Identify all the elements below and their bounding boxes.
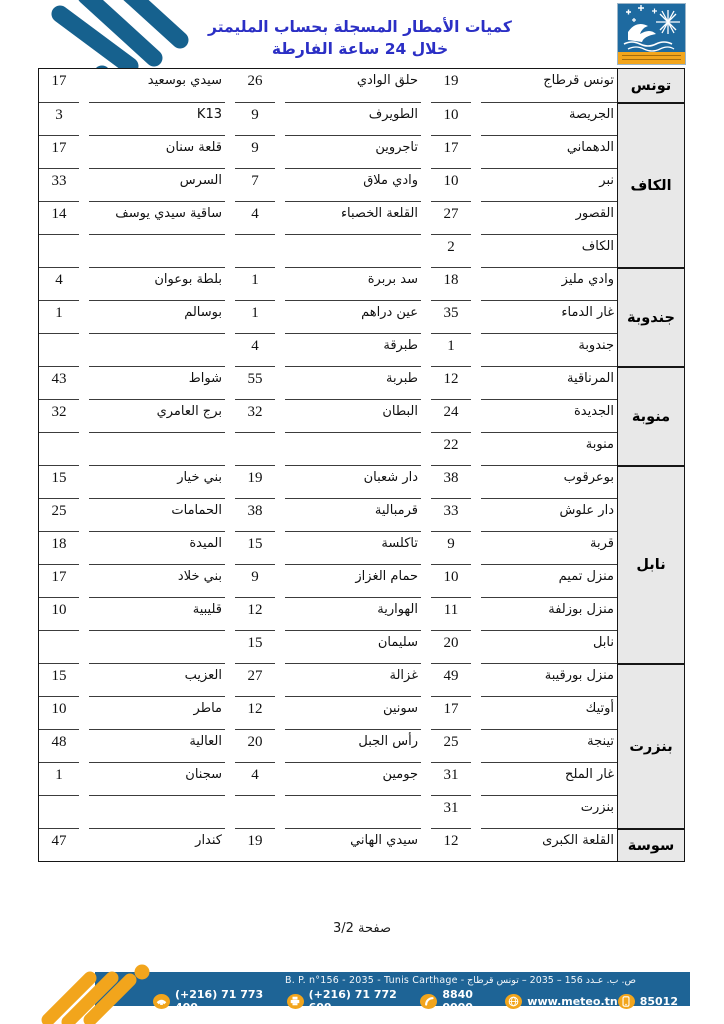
station-name: الجريصة: [481, 102, 617, 135]
station-name: طبربة: [285, 366, 421, 399]
rain-value: 17: [39, 135, 79, 168]
rain-value: 1: [235, 300, 275, 333]
rain-value: 2: [431, 234, 471, 267]
rain-value: 26: [247, 73, 263, 89]
rain-value: 12: [235, 696, 275, 729]
rain-value: 25: [39, 498, 79, 531]
rain-value: 15: [39, 663, 79, 696]
rain-value: 4: [39, 267, 79, 300]
rain-value: 49: [431, 663, 471, 696]
rain-value: 38: [431, 465, 471, 498]
station-name: نبر: [481, 168, 617, 201]
rain-value: 1: [39, 762, 79, 795]
rain-value: 11: [431, 597, 471, 630]
rain-value: 48: [39, 729, 79, 762]
station-name: بني خيار: [89, 465, 225, 498]
rain-value: 7: [235, 168, 275, 201]
rain-value: 17: [431, 135, 471, 168]
contact-item: [618, 994, 678, 1009]
station-name: القلعة الخصباء: [285, 201, 421, 234]
data-grid: [39, 69, 617, 861]
rain-value: 9: [235, 102, 275, 135]
station-name: بوسالم: [89, 300, 225, 333]
station-name: بلطة بوعوان: [89, 267, 225, 300]
footer-bar: [95, 972, 690, 1014]
rain-value: 31: [431, 795, 471, 828]
rain-value: 24: [431, 399, 471, 432]
rain-value: 35: [431, 300, 471, 333]
station-name: تينجة: [481, 729, 617, 762]
rain-value: 27: [431, 201, 471, 234]
contact-item: [420, 988, 505, 1014]
station-name: بنزرت: [481, 795, 617, 828]
mobile-icon: [618, 994, 635, 1009]
station-name: أوتيك: [481, 696, 617, 729]
station-name: [89, 795, 225, 828]
station-name: [89, 333, 225, 366]
station-name: حمام الغزاز: [285, 564, 421, 597]
rain-value: 4: [235, 333, 275, 366]
rain-value: 18: [431, 267, 471, 300]
station-name: ساقية سيدي يوسف: [89, 201, 225, 234]
rain-value: 12: [431, 366, 471, 399]
footer-contacts: [95, 986, 690, 1014]
rain-value: 15: [39, 465, 79, 498]
rain-value: 19: [443, 73, 459, 89]
rain-value: [235, 795, 275, 828]
region-label: الكاف: [618, 102, 684, 267]
rain-value: 19: [235, 465, 275, 498]
title-line-1: كميات الأمطار المسجلة بحساب المليمتر: [208, 18, 512, 36]
station-name: سيدي الهاني: [285, 828, 421, 861]
station-name: البطان: [285, 399, 421, 432]
station-name: سيدي بوسعيد: [147, 73, 222, 88]
contact-item: [287, 988, 421, 1014]
rainfall-table: [38, 68, 685, 862]
station-name: غزالة: [285, 663, 421, 696]
rain-value: 27: [235, 663, 275, 696]
station-name: سد بربرة: [285, 267, 421, 300]
station-name: تاكلسة: [285, 531, 421, 564]
station-name: شواط: [89, 366, 225, 399]
station-name: منزل بورقيبة: [481, 663, 617, 696]
station-name: ماطر: [89, 696, 225, 729]
rain-value: 9: [235, 564, 275, 597]
station-name: تاجروين: [285, 135, 421, 168]
station-name: الطويرف: [285, 102, 421, 135]
rain-value: 1: [39, 300, 79, 333]
station-name: قلعة سنان: [89, 135, 225, 168]
rain-value: 22: [431, 432, 471, 465]
rain-value: 32: [235, 399, 275, 432]
contact-text: 8840 0000: [442, 988, 473, 1014]
rain-value: 10: [39, 597, 79, 630]
station-name: جندوبة: [481, 333, 617, 366]
inm-logo: [617, 3, 686, 65]
rain-value: [39, 795, 79, 828]
station-name: سليمان: [285, 630, 421, 663]
contact-item: [505, 994, 617, 1009]
contact-text: 85012: [639, 994, 678, 1008]
rain-value: 19: [235, 828, 275, 861]
rain-value: 3: [39, 102, 79, 135]
rain-value: 10: [431, 168, 471, 201]
rain-value: 43: [39, 366, 79, 399]
station-name: دار علوش: [481, 498, 617, 531]
footer-address: ص. ب. عـدد 156 – 2035 – تونس قرطاج - B. P. n°156 - 2035 - Tunis Carthage: [285, 975, 636, 986]
station-name: نابل: [481, 630, 617, 663]
station-name: وادي مليز: [481, 267, 617, 300]
station-name: القلعة الكبرى: [481, 828, 617, 861]
rain-value: 1: [431, 333, 471, 366]
station-name: K13: [89, 102, 225, 135]
rain-value: 32: [39, 399, 79, 432]
station-name: برج العامري: [89, 399, 225, 432]
rain-value: [39, 234, 79, 267]
rain-value: 17: [51, 73, 67, 89]
rain-value: 17: [431, 696, 471, 729]
region-label: سوسة: [618, 828, 684, 861]
rain-value: 12: [235, 597, 275, 630]
station-name: [89, 234, 225, 267]
rain-value: 9: [235, 135, 275, 168]
station-name: بني خلاد: [89, 564, 225, 597]
rain-value: 9: [431, 531, 471, 564]
station-name: بوعرقوب: [481, 465, 617, 498]
station-name: المرناقية: [481, 366, 617, 399]
station-name: سونين: [285, 696, 421, 729]
station-name: قرمبالية: [285, 498, 421, 531]
rain-value: 10: [39, 696, 79, 729]
handset-icon: [420, 994, 437, 1009]
station-name: غار الملح: [481, 762, 617, 795]
station-name: الميدة: [89, 531, 225, 564]
rain-value: [39, 333, 79, 366]
rain-value: 14: [39, 201, 79, 234]
rain-value: 15: [235, 531, 275, 564]
rain-value: 38: [235, 498, 275, 531]
footer-stripes-logo: [38, 946, 178, 1024]
station-name: القصور: [481, 201, 617, 234]
station-name: غار الدماء: [481, 300, 617, 333]
page-number: صفحة 3/2: [332, 921, 392, 936]
station-name: [89, 630, 225, 663]
region-label: نابل: [618, 465, 684, 663]
rain-value: 10: [431, 564, 471, 597]
rain-value: 1: [235, 267, 275, 300]
rain-value: [235, 432, 275, 465]
rain-value: 25: [431, 729, 471, 762]
station-name: السرس: [89, 168, 225, 201]
station-name: قليبية: [89, 597, 225, 630]
station-name: كندار: [89, 828, 225, 861]
station-name: [285, 795, 421, 828]
rain-value: [39, 432, 79, 465]
station-name: منزل بوزلفة: [481, 597, 617, 630]
station-name: الكاف: [481, 234, 617, 267]
rain-value: [235, 234, 275, 267]
rain-value: 31: [431, 762, 471, 795]
station-name: [285, 234, 421, 267]
station-name: رأس الجبل: [285, 729, 421, 762]
rain-value: 4: [235, 762, 275, 795]
rain-value: [39, 630, 79, 663]
station-name: منوبة: [481, 432, 617, 465]
rain-value: 12: [431, 828, 471, 861]
station-name: حلق الوادي: [356, 73, 418, 88]
inm-logo-band: [618, 52, 685, 64]
station-name: تونس قرطاج: [543, 73, 614, 88]
rain-value: 17: [39, 564, 79, 597]
inm-logo-emblem: [618, 4, 685, 52]
report-title: [150, 16, 570, 61]
station-name: [89, 432, 225, 465]
station-name: الحمامات: [89, 498, 225, 531]
station-name: العالية: [89, 729, 225, 762]
rain-value: 4: [235, 201, 275, 234]
rain-value: 20: [431, 630, 471, 663]
contact-text: www.meteo.tn: [527, 994, 618, 1008]
region-label: تونس: [630, 77, 672, 94]
station-name: دار شعبان: [285, 465, 421, 498]
globe-icon: [505, 994, 522, 1009]
rain-value: 18: [39, 531, 79, 564]
rain-value: 33: [431, 498, 471, 531]
fax-icon: [287, 994, 304, 1009]
station-name: قربة: [481, 531, 617, 564]
rain-value: 20: [235, 729, 275, 762]
region-label: جندوبة: [618, 267, 684, 366]
station-name: [285, 432, 421, 465]
rain-value: 55: [235, 366, 275, 399]
station-name: العزيب: [89, 663, 225, 696]
station-name: الهوارية: [285, 597, 421, 630]
region-label: منوبة: [618, 366, 684, 465]
rain-value: 15: [235, 630, 275, 663]
station-name: وادي ملاق: [285, 168, 421, 201]
station-name: الدهماني: [481, 135, 617, 168]
region-label: بنزرت: [618, 663, 684, 828]
station-name: الجديدة: [481, 399, 617, 432]
rain-value: 33: [39, 168, 79, 201]
station-name: طبرقة: [285, 333, 421, 366]
footer-stripes-dot: [135, 965, 150, 980]
station-name: سجنان: [89, 762, 225, 795]
contact-text: (+216) 71 773 400: [175, 988, 264, 1014]
station-name: جومين: [285, 762, 421, 795]
rain-value: 47: [39, 828, 79, 861]
contact-text: (+216) 71 772 609: [308, 988, 397, 1014]
region-strip: [617, 69, 684, 861]
station-name: عين دراهم: [285, 300, 421, 333]
rain-value: 10: [431, 102, 471, 135]
station-name: منزل تميم: [481, 564, 617, 597]
title-line-2: خلال 24 ساعة الفارطة: [271, 40, 449, 59]
